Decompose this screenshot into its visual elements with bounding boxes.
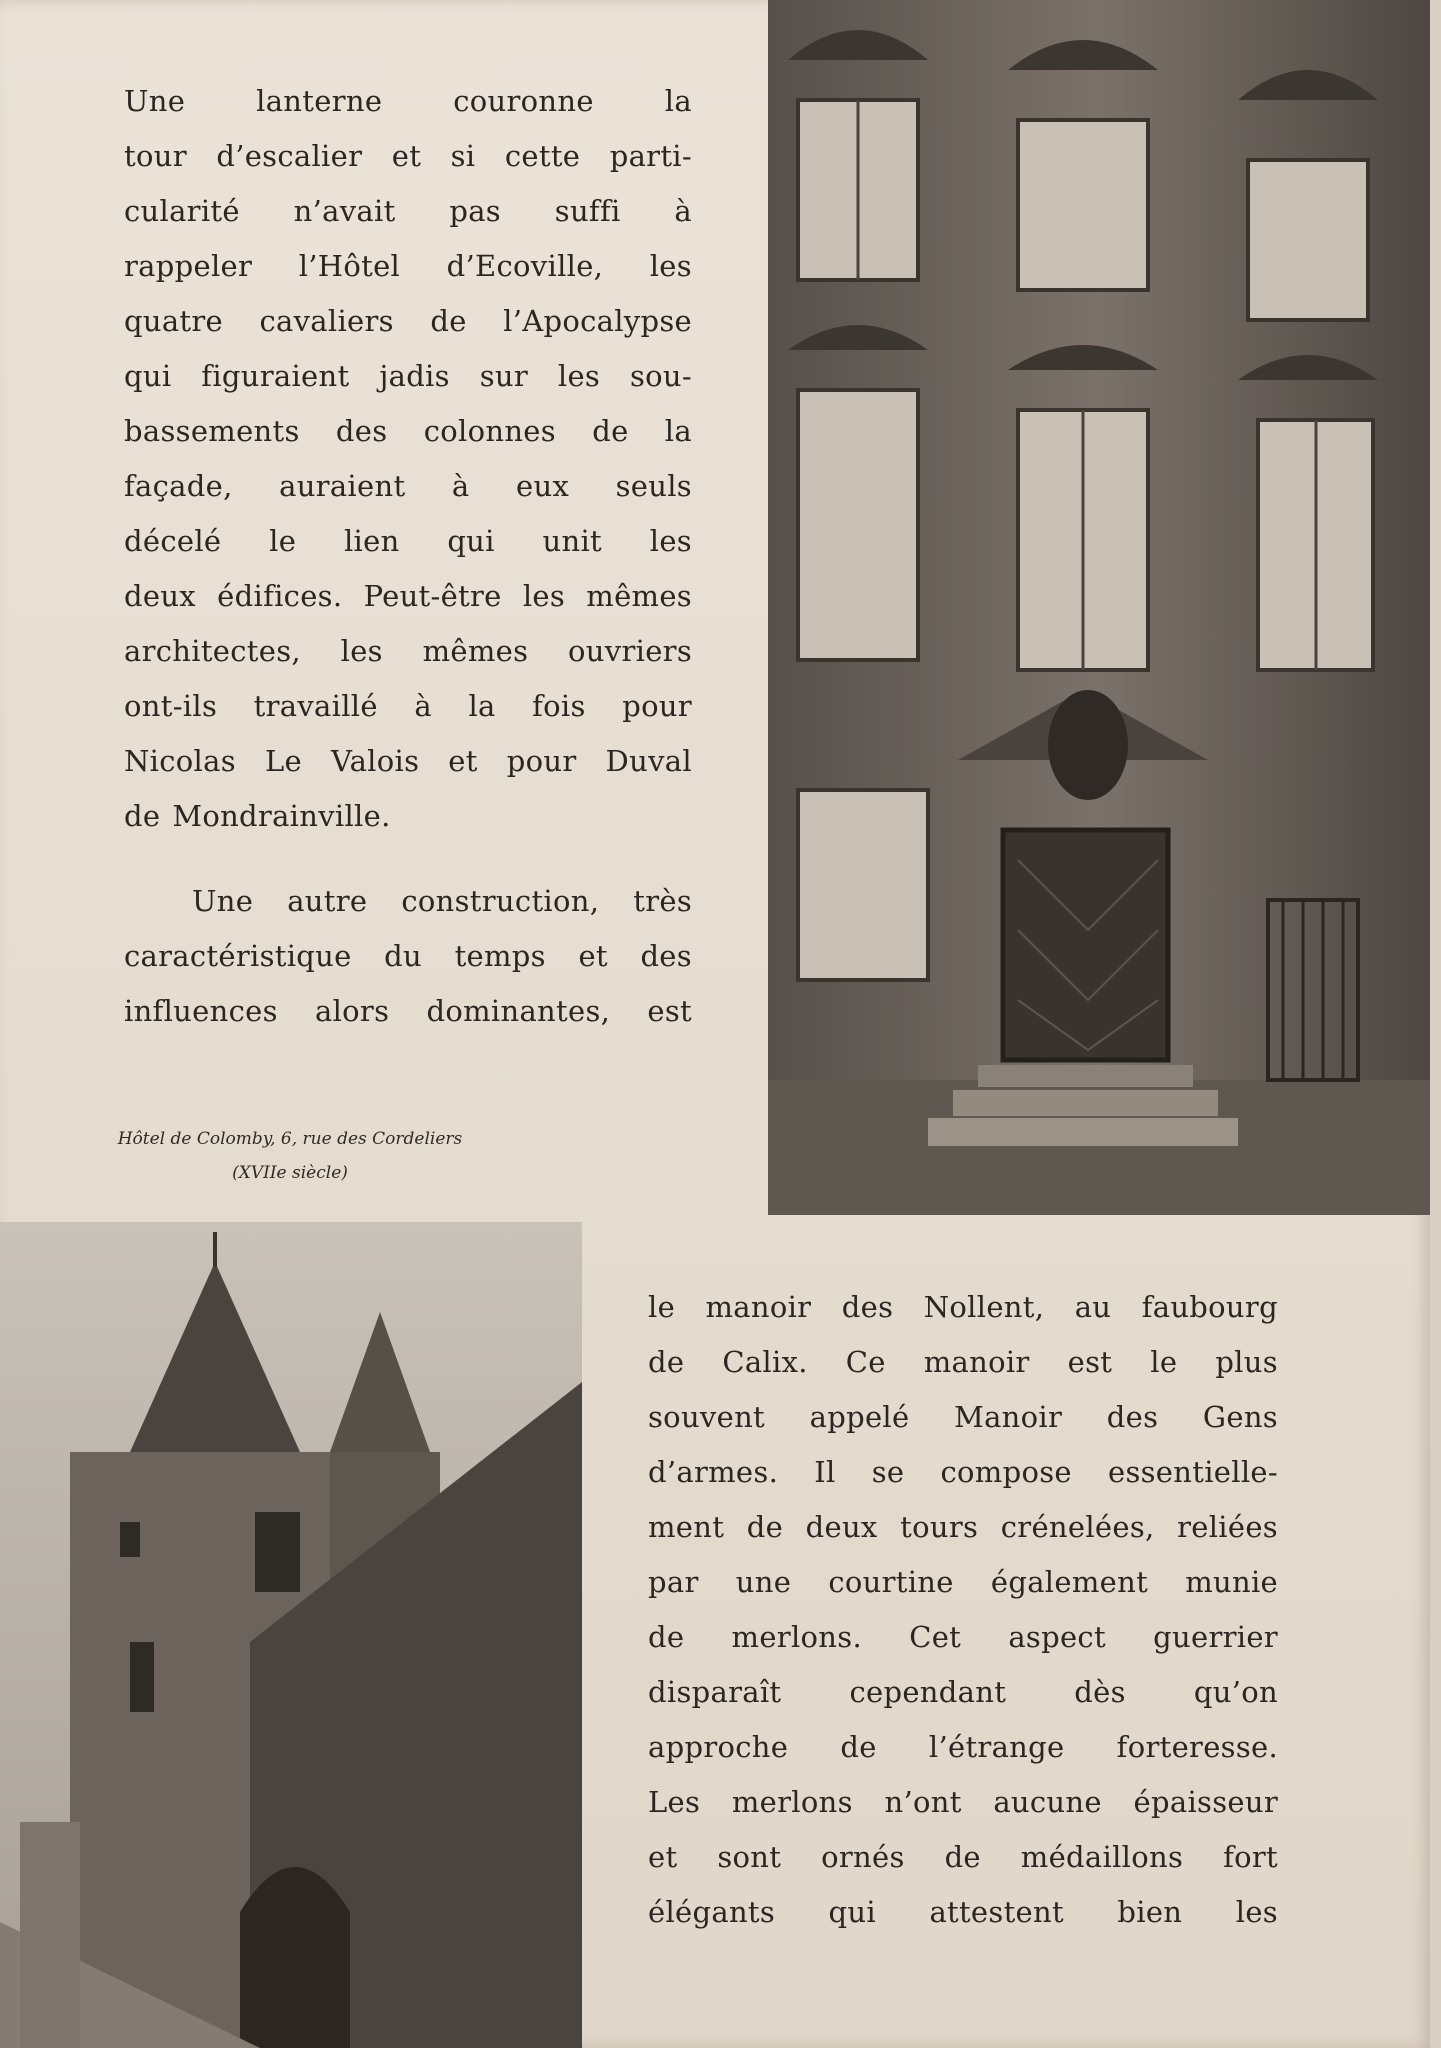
word: colonnes [423,414,556,448]
word: quatre [124,304,224,338]
word: l’Apocalypse [503,304,692,338]
text-line [124,679,692,734]
word: deux [124,579,196,613]
text-line [648,1665,1278,1720]
word: auraient [279,469,406,503]
word: le [269,524,297,558]
word: dès [1074,1675,1126,1709]
word: les [522,579,566,613]
word: Duval [605,744,692,778]
word: les [1235,1895,1278,1929]
word: d’Ecoville, [446,249,604,283]
word: Une [192,884,254,918]
word: des [335,414,388,448]
word: des [640,939,692,973]
word: manoir [705,1290,812,1324]
word: à [414,689,432,723]
word: munie [1185,1565,1278,1599]
word: une [735,1565,792,1599]
word: pas [449,194,501,228]
word: architectes, [124,634,301,668]
word: appelé [809,1400,910,1434]
word: les [557,359,601,393]
word: Calix. [722,1345,808,1379]
word: aucune [993,1785,1102,1819]
word: qui [124,359,172,393]
text-line [648,1885,1278,1940]
word: décelé [124,524,222,558]
word: souvent [648,1400,765,1434]
word: mêmes [586,579,692,613]
text-column-left [124,74,692,1039]
word: lanterne [256,84,383,118]
word: le [1150,1345,1178,1379]
word: façade, [124,469,233,503]
text-line [648,1280,1278,1335]
word: qu’on [1193,1675,1278,1709]
word: guerrier [1153,1620,1278,1654]
word: dominantes, [426,994,611,1028]
word: aspect [1008,1620,1106,1654]
word: Cet [909,1620,962,1654]
word: est [647,994,692,1028]
word: figuraient [201,359,350,393]
word: courtine [828,1565,954,1599]
word: construction, [401,884,600,918]
word: seuls [615,469,692,503]
word: approche [648,1730,789,1764]
caption-title: Hôtel de Colomby, 6, rue des Cordeliers [117,1129,463,1149]
word: couronne [453,84,594,118]
word: élégants [648,1895,776,1929]
word: lien [343,524,400,558]
word: la [664,414,692,448]
word: de [746,1510,784,1544]
word: tour [124,139,187,173]
text-line [648,1775,1278,1830]
word: édifices. [217,579,343,613]
word: qui [828,1895,876,1929]
word: alors [314,994,390,1028]
word: ont-ils [124,689,218,723]
text-line [124,239,692,294]
text-line [124,404,692,459]
word: eux [516,469,570,503]
word: deux [805,1510,878,1544]
word: compose [940,1455,1072,1489]
word: rappeler [124,249,253,283]
word: reliées [1177,1510,1278,1544]
word: les [340,634,383,668]
word: sur [479,359,529,393]
word: d’armes. [648,1455,779,1489]
word: Nollent, [923,1290,1045,1324]
text-line [124,74,692,129]
text-line [124,734,692,789]
word: les [649,524,692,558]
word: sont [717,1840,782,1874]
word: les [649,249,692,283]
word: la [468,689,496,723]
word: de [592,414,629,448]
word: si [450,139,476,173]
word: Ce [845,1345,886,1379]
text-line [124,514,692,569]
text-line [124,459,692,514]
word: cette [504,139,581,173]
word: Gens [1202,1400,1278,1434]
word: disparaît [648,1675,782,1709]
word: n’ont [884,1785,962,1819]
text-line [124,349,692,404]
word: Le [264,744,302,778]
word: essentielle- [1107,1455,1278,1489]
word: suffi [554,194,621,228]
photo-caption [60,1122,520,1190]
word: et [578,939,608,973]
word: sou- [629,359,692,393]
text-line [648,1390,1278,1445]
word: Les [648,1785,701,1819]
text-line [648,1445,1278,1500]
word: caractéristique [124,939,352,973]
word: de [944,1840,981,1874]
text-line [648,1500,1278,1555]
text-line [648,1610,1278,1665]
word: fois [532,689,586,723]
word: forteresse. [1116,1730,1278,1764]
word: merlons. [731,1620,862,1654]
text-line [648,1830,1278,1885]
text-line [124,294,692,349]
word: la [664,84,692,118]
word: n’avait [293,194,396,228]
text-line [648,1720,1278,1775]
word: au [1074,1290,1112,1324]
word: de [124,799,161,833]
text-line [124,184,692,239]
word: se [871,1455,905,1489]
word: d’escalier [216,139,363,173]
word: et [448,744,478,778]
word: le [648,1290,676,1324]
word: plus [1215,1345,1278,1379]
word: Peut-être [363,579,502,613]
word: fort [1223,1840,1278,1874]
word: des [1106,1400,1159,1434]
word: autre [287,884,368,918]
word: Valois [331,744,420,778]
text-line [124,874,692,929]
word: cularité [124,194,240,228]
text-line [648,1335,1278,1390]
word: cavaliers [259,304,394,338]
word: travaillé [253,689,378,723]
paragraph-1 [124,74,692,844]
paragraph-2 [124,874,692,1039]
word: l’étrange [928,1730,1065,1764]
word: très [633,884,692,918]
word: à [674,194,692,228]
word: pour [622,689,692,723]
word: manoir [923,1345,1030,1379]
word: qui [447,524,495,558]
word: cependant [849,1675,1007,1709]
word: unit [542,524,602,558]
photo-manoir-street [0,1222,582,2048]
word: est [1067,1345,1113,1379]
word: faubourg [1141,1290,1278,1324]
word: crénelées, [1000,1510,1155,1544]
word: médaillons [1020,1840,1184,1874]
word: par [648,1565,699,1599]
word: merlons [731,1785,853,1819]
word: du [384,939,423,973]
word: temps [454,939,546,973]
word: également [990,1565,1149,1599]
word: mêmes [422,634,529,668]
photo-hotel-de-colomby [768,0,1430,1215]
word: parti- [609,139,692,173]
word: influences [124,994,278,1028]
word: et [391,139,422,173]
text-line [124,984,692,1039]
word: ornés [821,1840,905,1874]
word: épaisseur [1133,1785,1278,1819]
word: Une [124,84,186,118]
word: de [648,1345,685,1379]
text-line [124,129,692,184]
word: jadis [379,359,450,393]
word: à [451,469,470,503]
text-line [648,1555,1278,1610]
word: Nicolas [124,744,236,778]
word: bien [1117,1895,1183,1929]
word: de [840,1730,877,1764]
word: Il [814,1455,836,1489]
word: de [648,1620,685,1654]
word: de [430,304,467,338]
word: bassements [124,414,300,448]
text-line [124,929,692,984]
text-line [124,569,692,624]
caption-century: (XVIIe siècle) [232,1163,348,1183]
word: l’Hôtel [298,249,401,283]
word: ouvriers [568,634,692,668]
word: Manoir [954,1400,1063,1434]
word: pour [506,744,577,778]
word: tours [900,1510,979,1544]
text-line [124,789,692,844]
word: et [648,1840,678,1874]
word: Mondrainville. [172,799,391,833]
word: attestent [929,1895,1064,1929]
text-line [124,624,692,679]
paragraph-3 [648,1280,1278,1940]
word: des [841,1290,894,1324]
word: ment [648,1510,725,1544]
text-column-right [648,1280,1278,1940]
